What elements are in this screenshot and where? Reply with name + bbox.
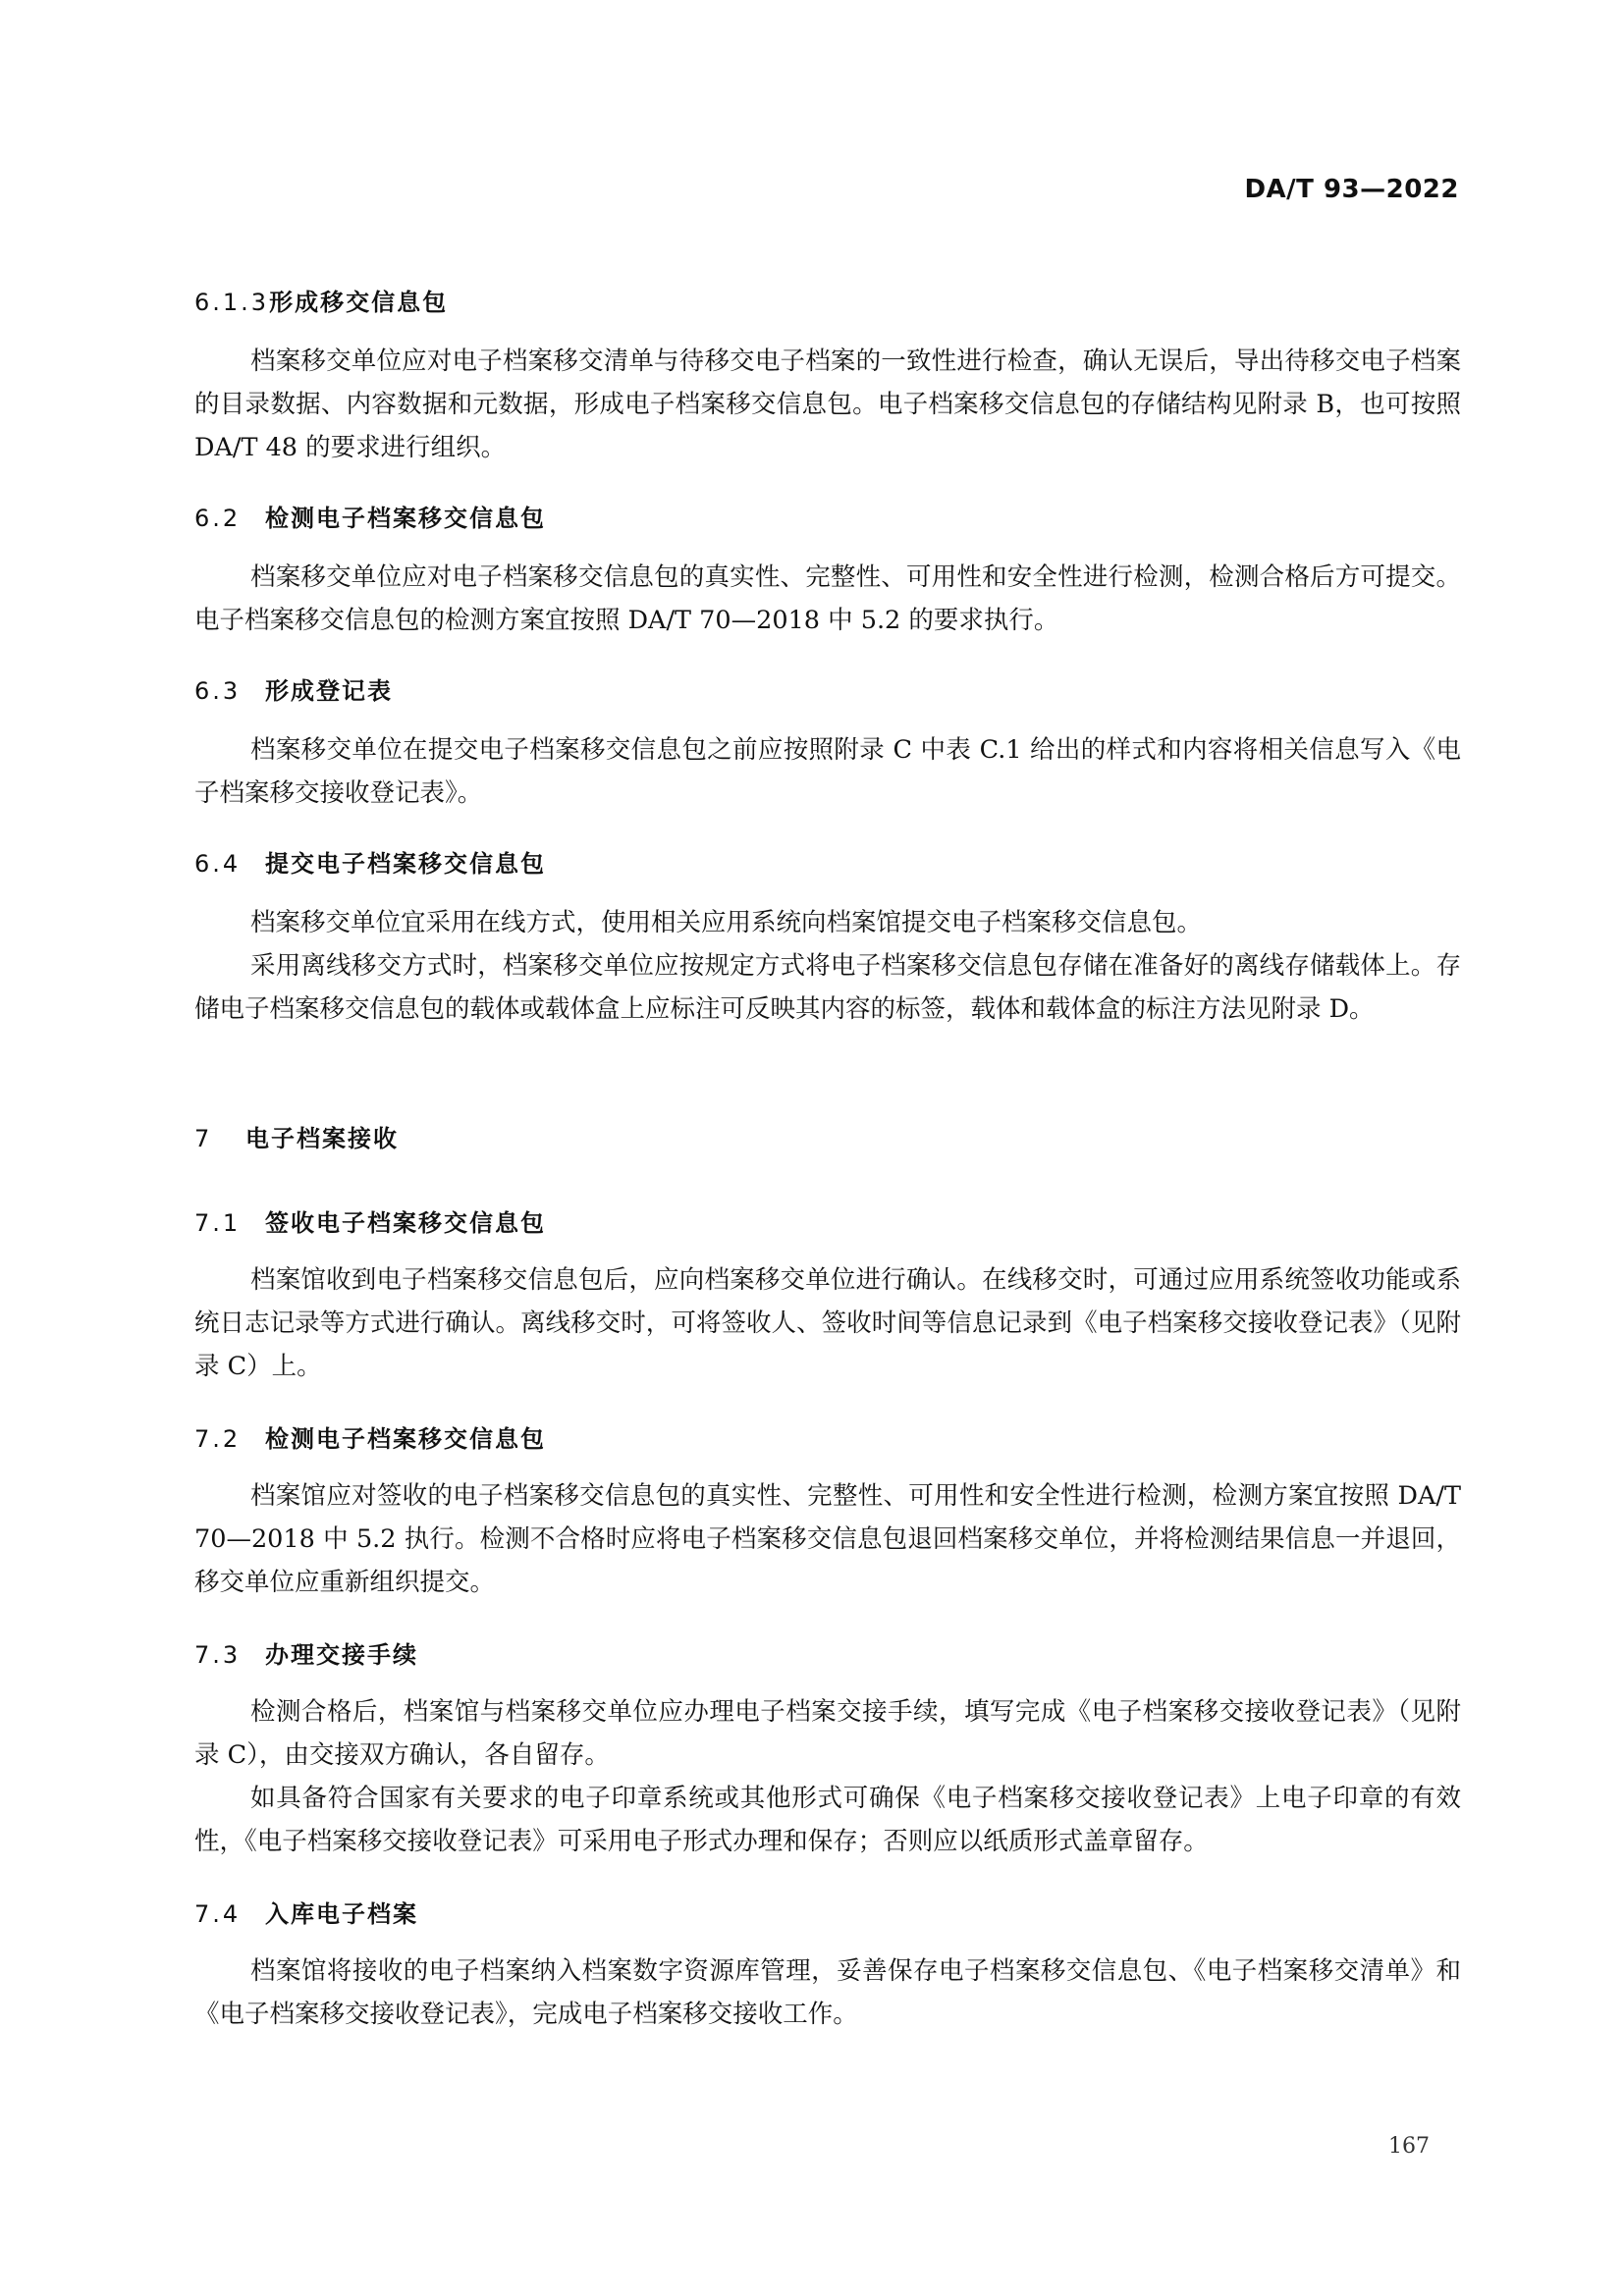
section-heading xyxy=(194,1419,546,1454)
section-heading xyxy=(194,499,546,533)
chapter-title: 电子档案接收 xyxy=(245,1125,399,1152)
paragraph: 档案馆应对签收的电子档案移交信息包的真实性、完整性、可用性和安全性进行检测，检测方案宜按照 DA/T 70—2018 中 5.2 执行。检测不合格时应将电子档案移交信息包退回档案移交单位，并将检测结果信息一并退回，移交单位应重新组织提交。 xyxy=(194,1481,1461,1597)
paragraph: 采用离线移交方式时，档案移交单位应按规定方式将电子档案移交信息包存储在准备好的离线存储载体上。存储电子档案移交信息包的载体或载体盒上应标注可反映其内容的标签，载体和载体盒的标注方法见附录 D。 xyxy=(194,951,1461,1024)
paragraph: 档案移交单位应对电子档案移交清单与待移交电子档案的一致性进行检查，确认无误后，导出待移交电子档案的目录数据、内容数据和元数据，形成电子档案移交信息包。电子档案移交信息包的存储结构见附录 B，也可按照 DA/T 48 的要求进行组织。 xyxy=(194,347,1461,462)
section-title: 形成登记表 xyxy=(265,677,393,705)
paragraph: 档案移交单位在提交电子档案移交信息包之前应按照附录 C 中表 C.1 给出的样式和内容将相关信息写入《电子档案移交接收登记表》。 xyxy=(194,735,1461,808)
section-heading xyxy=(194,1203,546,1238)
section-heading xyxy=(194,1635,418,1670)
page-number: 167 xyxy=(1388,2134,1430,2159)
section-title: 检测电子档案移交信息包 xyxy=(265,505,546,532)
paragraph: 档案馆收到电子档案移交信息包后，应向档案移交单位进行确认。在线移交时，可通过应用系统签收功能或系统日志记录等方式进行确认。离线移交时，可将签收人、签收时间等信息记录到《电子档案移交接收登记表》（见附录 C）上。 xyxy=(194,1265,1461,1381)
paragraph: 档案馆将接收的电子档案纳入档案数字资源库管理，妥善保存电子档案移交信息包、《电子档案移交清单》和《电子档案移交接收登记表》，完成电子档案移交接收工作。 xyxy=(194,1956,1461,2029)
section-number: 7.3 xyxy=(194,1641,242,1669)
paragraph: 档案移交单位应对电子档案移交信息包的真实性、完整性、可用性和安全性进行检测，检测合格后方可提交。电子档案移交信息包的检测方案宜按照 DA/T 70—2018 中 5.2 的要求执行。 xyxy=(194,562,1461,635)
section-number: 6.2 xyxy=(194,505,242,532)
standard-code: DA/T 93—2022 xyxy=(1244,175,1459,204)
section-title: 入库电子档案 xyxy=(265,1900,418,1928)
section-number: 7.4 xyxy=(194,1900,242,1928)
paragraph: 档案移交单位宜采用在线方式，使用相关应用系统向档案馆提交电子档案移交信息包。 xyxy=(250,908,1203,937)
section-title: 形成移交信息包 xyxy=(269,289,449,316)
section-number: 7.1 xyxy=(194,1209,242,1237)
section-heading xyxy=(194,1895,418,1929)
section-title: 办理交接手续 xyxy=(265,1641,418,1669)
chapter-heading xyxy=(194,1119,399,1153)
section-number: 6.3 xyxy=(194,677,242,705)
section-title: 检测电子档案移交信息包 xyxy=(265,1425,546,1453)
paragraph: 检测合格后，档案馆与档案移交单位应办理电子档案交接手续，填写完成《电子档案移交接收登记表》（见附录 C），由交接双方确认，各自留存。 xyxy=(194,1697,1461,1770)
section-heading xyxy=(194,283,448,317)
chapter-number: 7 xyxy=(194,1125,213,1152)
section-heading xyxy=(194,844,546,879)
section-number: 6.1.3 xyxy=(194,289,270,316)
section-number: 7.2 xyxy=(194,1425,242,1453)
paragraph: 如具备符合国家有关要求的电子印章系统或其他形式可确保《电子档案移交接收登记表》上电子印章的有效性，《电子档案移交接收登记表》可采用电子形式办理和保存；否则应以纸质形式盖章留存。 xyxy=(194,1784,1461,1856)
section-heading xyxy=(194,671,393,706)
section-title: 签收电子档案移交信息包 xyxy=(265,1209,546,1237)
section-title: 提交电子档案移交信息包 xyxy=(265,850,546,878)
section-number: 6.4 xyxy=(194,850,242,878)
